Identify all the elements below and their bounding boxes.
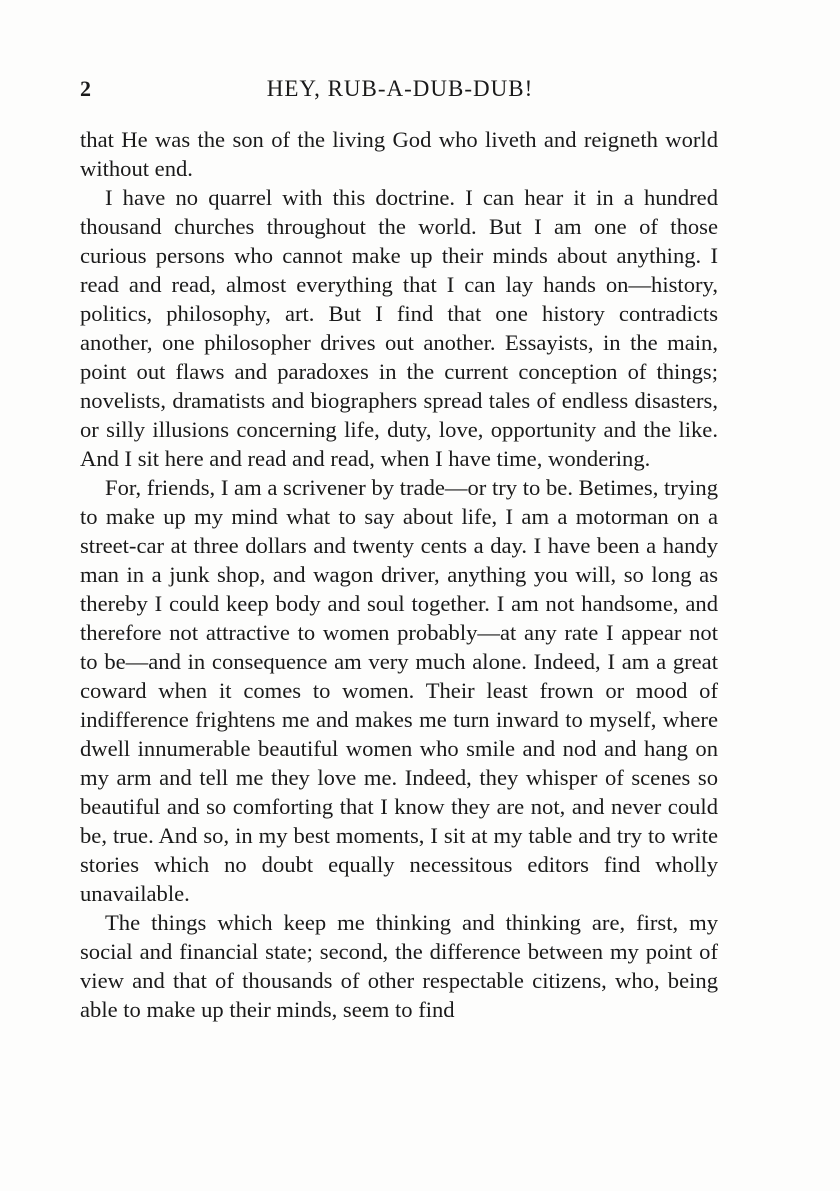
paragraph: I have no quarrel with this doctrine. I can hear it in a hundred thousand churches throughout the world. But I am one of those curious persons who cannot make up their minds about anything. I read and read, almost everything that I can lay hands on—history, politics, philosophy, art. But I find that one history contradicts another, one philosopher drives out another. Essayists, in the main, point out flaws and paradoxes in the current conception of things; novelists, dramatists and biographers spread tales of endless disasters, or silly illusions concerning life, duty, love, opportunity and the like. And I sit here and read and read, when I have time, wondering. [80,185,718,471]
book-title: HEY, RUB-A-DUB-DUB! [266,76,534,101]
running-head [80,76,720,106]
paragraph: The things which keep me thinking and thinking are, first, my social and financial state; second, the difference between my point of view and that of thousands of other respectable citizens, who, being able to make up their minds, seem to find [80,910,718,1022]
paragraph: For, friends, I am a scrivener by trade—or try to be. Betimes, trying to make up my mind what to say about life, I am a motorman on a street-car at three dollars and twenty cents a day. I have been a handy man in a junk shop, and wagon driver, anything you will, so long as thereby I could keep body and soul together. I am not handsome, and therefore not attractive to women probably—at any rate I appear not to be—and in consequence am very much alone. Indeed, I am a great coward when it comes to women. Their least frown or mood of indifference frightens me and makes me turn inward to myself, where dwell innumerable beautiful women who smile and nod and hang on my arm and tell me they love me. Indeed, they whisper of scenes so beautiful and so comforting that I know they are not, and never could be, true. And so, in my best moments, I sit at my table and try to write stories which no doubt equally necessitous editors find wholly unavailable. [80,475,718,906]
body-text [80,125,718,1024]
paragraph-continued: that He was the son of the living God who liveth and reigneth world without end. [80,127,718,181]
page-number: 2 [80,76,92,101]
